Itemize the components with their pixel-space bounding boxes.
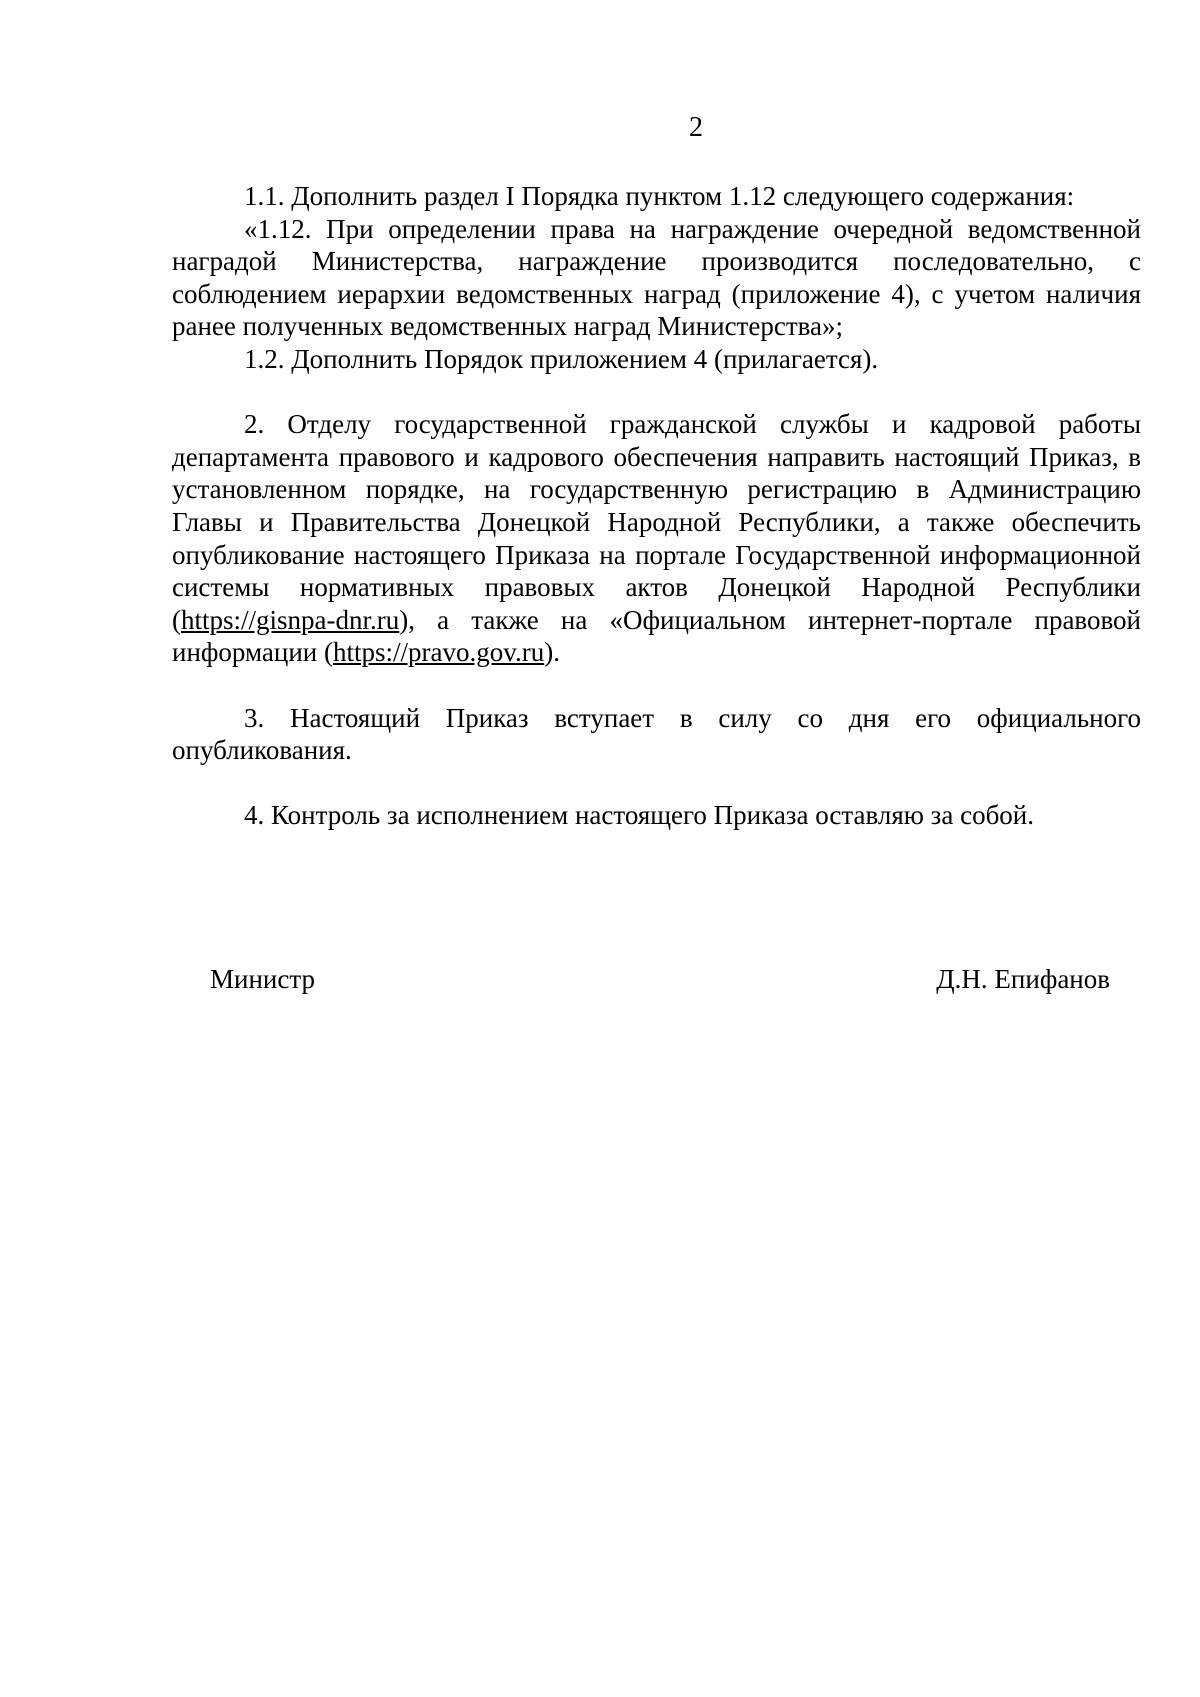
gisnpa-link[interactable]: https://gisnpa-dnr.ru xyxy=(181,604,400,635)
paragraph-1-2: 1.2. Дополнить Порядок приложением 4 (прилагается). xyxy=(244,343,879,374)
document-body xyxy=(172,180,1141,832)
paragraph-3: 3. Настоящий Приказ вступает в силу со дня его официального опубликования. xyxy=(172,702,1141,766)
signatory-role: Министр xyxy=(210,964,315,994)
paragraph-4: 4. Контроль за исполнением настоящего Приказа оставляю за собой. xyxy=(244,800,1035,831)
paragraph-2-text-b: ), а также на «Официальном интернет-портале правовой информации ( xyxy=(172,604,1141,668)
paragraph-2-text-a: 2. Отделу государственной гражданской службы и кадровой работы департамента правового и кадрового обеспечения направить настоящий Приказ, в установленном порядке, на государственную регистрацию в Администрацию Главы и Правительства Донецкой Народной Республики, а также обеспечить опубликование настоящего Приказа на портале Государственной информационной системы нормативных правовых актов Донецкой Народной Республики ( xyxy=(172,409,1141,635)
paragraph-2 xyxy=(172,408,1141,669)
paragraph-1-12: «1.12. При определении права на награждение очередной ведомственной наградой Министерства, награждение производится последовательно, с соблюдением иерархии ведомственных наград (приложение 4), с учетом наличия ранее полученных ведомственных наград Министерства»; xyxy=(172,213,1141,342)
pravo-link[interactable]: https://pravo.gov.ru xyxy=(332,637,545,668)
page-number: 2 xyxy=(689,112,703,143)
paragraph-2-text-c: ). xyxy=(544,637,560,668)
paragraph-1-1: 1.1. Дополнить раздел I Порядка пунктом 1.12 следующего содержания: xyxy=(244,181,1075,211)
signatory-name: Д.Н. Епифанов xyxy=(936,964,1110,994)
